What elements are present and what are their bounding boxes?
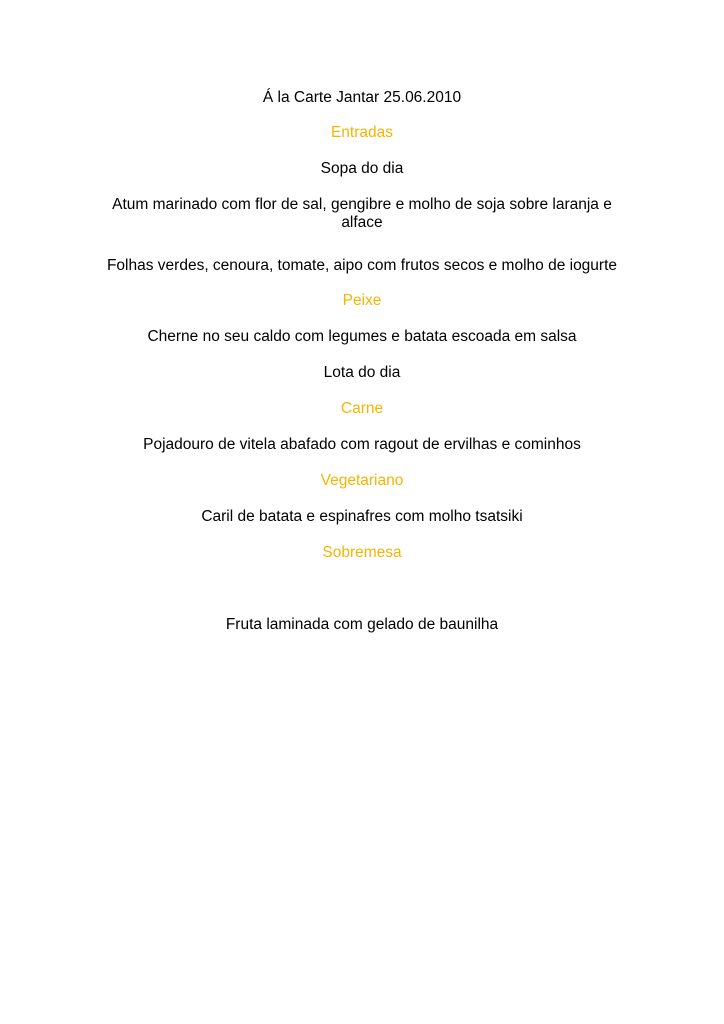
section-heading-vegetariano: Vegetariano bbox=[320, 472, 404, 489]
menu-item: Atum marinado com flor de sal, gengibre e molho de soja sobre laranja e alface bbox=[112, 196, 612, 231]
menu-item: Folhas verdes, cenoura, tomate, aipo com frutos secos e molho de iogurte bbox=[106, 257, 618, 274]
menu-item: Fruta laminada com gelado de baunilha bbox=[225, 616, 499, 633]
section-heading-sobremesa: Sobremesa bbox=[322, 544, 402, 561]
menu-item: Lota do dia bbox=[323, 364, 401, 381]
menu-item: Sopa do dia bbox=[320, 160, 404, 177]
section-heading-entradas: Entradas bbox=[330, 124, 394, 141]
menu-item: Pojadouro de vitela abafado com ragout de ervilhas e cominhos bbox=[143, 436, 581, 453]
menu-title: Á la Carte Jantar 25.06.2010 bbox=[262, 89, 462, 106]
menu-item: Cherne no seu caldo com legumes e batata escoada em salsa bbox=[147, 328, 577, 345]
section-heading-carne: Carne bbox=[340, 400, 384, 417]
menu-item: Caril de batata e espinafres com molho tsatsiki bbox=[201, 508, 523, 525]
section-heading-peixe: Peixe bbox=[342, 292, 382, 309]
